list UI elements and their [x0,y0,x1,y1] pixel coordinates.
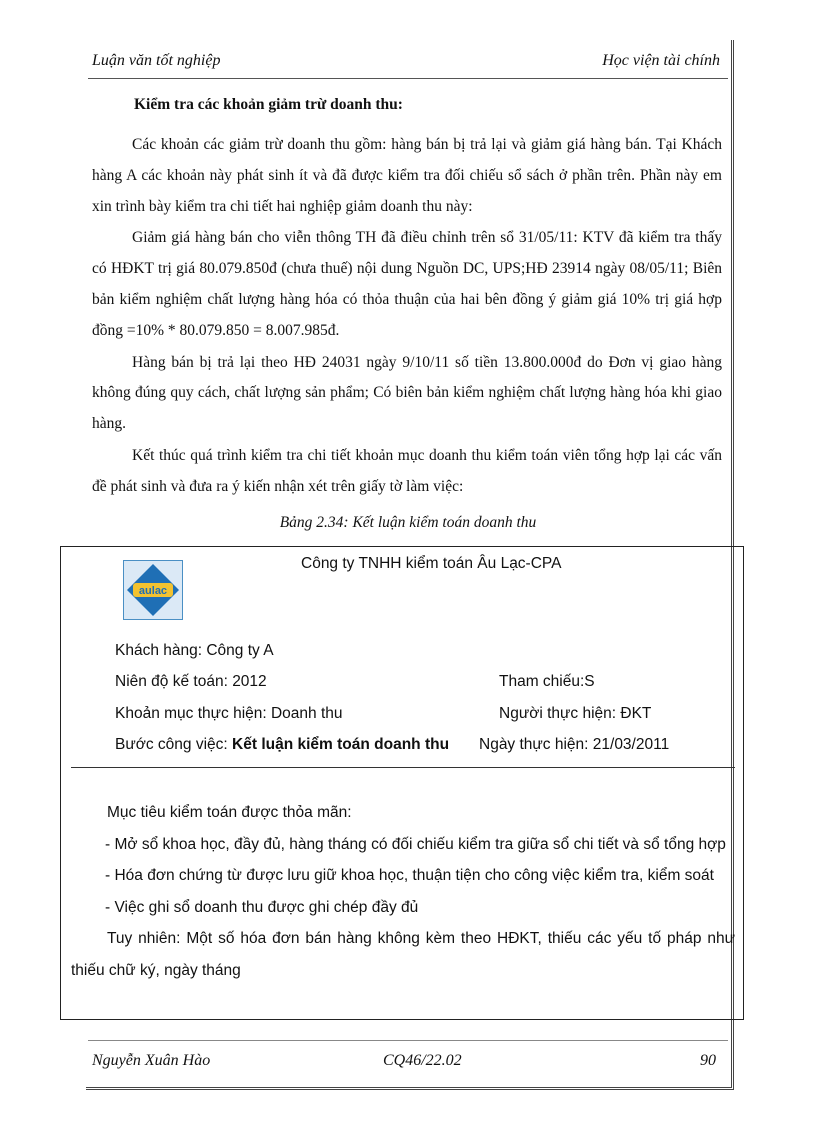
aulac-logo-icon [124,561,182,619]
audit-working-paper [60,546,744,1020]
objective-bullet: - Việc ghi sổ doanh thu được ghi chép đầy đủ [105,898,419,916]
step-field [115,736,449,754]
footer-author: Nguyễn Xuân Hào [92,1052,211,1069]
paragraph: Hàng bán bị trả lại theo HĐ 24031 ngày 9/10/11 số tiền 13.800.000đ do Đơn vị giao hàng không đúng quy cách, chất lượng sản phẩm; Có biên bản kiểm nghiệm chất lượng hàng hóa khi giao hàng. [92,353,722,433]
audit-company-name: Công ty TNHH kiểm toán Âu Lạc-CPA [301,555,562,572]
step-value: Kết luận kiểm toán doanh thu [232,736,450,753]
table-caption: Bảng 2.34: Kết luận kiểm toán doanh thu [279,514,537,531]
item-field: Khoản mục thực hiện: Doanh thu [115,705,343,722]
footer-divider [88,1040,728,1041]
paragraph: Giảm giá hàng bán cho viễn thông TH đã điều chỉnh trên sổ 31/05/11: KTV đã kiểm tra thấy có HĐKT trị giá 80.079.850đ (chưa thuế) nội dung Nguồn DC, UPS;HĐ 23914 ngày 08/05/11; Biên bản kiểm nghiệm chất lượng hàng hóa có thỏa thuận của hai bên đồng ý giảm giá 10% trị giá hợp đồng =10% * 80.079.850 = 8.007.985đ. [92,229,722,339]
box-divider [71,767,735,768]
header-thesis-title: Luận văn tốt nghiệp [92,52,221,69]
header-institution: Học viện tài chính [602,52,720,69]
header-divider [88,78,728,79]
footer-class-code: CQ46/22.02 [383,1052,462,1069]
objective-bullet: - Hóa đơn chứng từ được lưu giữ khoa học, thuận tiện cho công việc kiểm tra, kiểm soát [105,867,714,884]
objective-bullet: - Mở sổ khoa học, đầy đủ, hàng tháng có đối chiếu kiểm tra giữa sổ chi tiết và sổ tổng hợp [105,835,726,853]
paragraph: Kết thúc quá trình kiểm tra chi tiết khoản mục doanh thu kiểm toán viên tổng hợp lại các vấn đề phát sinh và đưa ra ý kiến nhận xét trên giấy tờ làm việc: [92,446,722,495]
performer-field: Người thực hiện: ĐKT [499,705,652,722]
audit-note: Tuy nhiên: Một số hóa đơn bán hàng không kèm theo HĐKT, thiếu các yếu tố pháp như thiếu chữ ký, ngày tháng [71,930,735,979]
company-logo [123,560,183,620]
audit-conclusion [71,797,735,986]
section-heading: Kiểm tra các khoản giảm trừ doanh thu: [134,96,403,113]
step-label: Bước công việc: [115,736,233,753]
body-paragraphs [92,130,722,503]
client-field: Khách hàng: Công ty A [115,642,274,659]
paragraph: Các khoản các giảm trừ doanh thu gồm: hàng bán bị trả lại và giảm giá hàng bán. Tại Khách hàng A các khoản này phát sinh ít và đã được kiểm tra đối chiếu sổ sách ở phần trên. Phần này em xin trình bày kiểm tra chi tiết hai nghiệp giảm doanh thu này: [92,136,722,215]
fiscal-year-field: Niên độ kế toán: 2012 [115,673,267,690]
svg-text:aulac: aulac [138,585,168,597]
reference-field: Tham chiếu:S [499,673,595,690]
page-number: 90 [700,1052,716,1069]
date-field: Ngày thực hiện: 21/03/2011 [479,736,670,753]
objective-title: Mục tiêu kiểm toán được thỏa mãn: [107,804,352,821]
